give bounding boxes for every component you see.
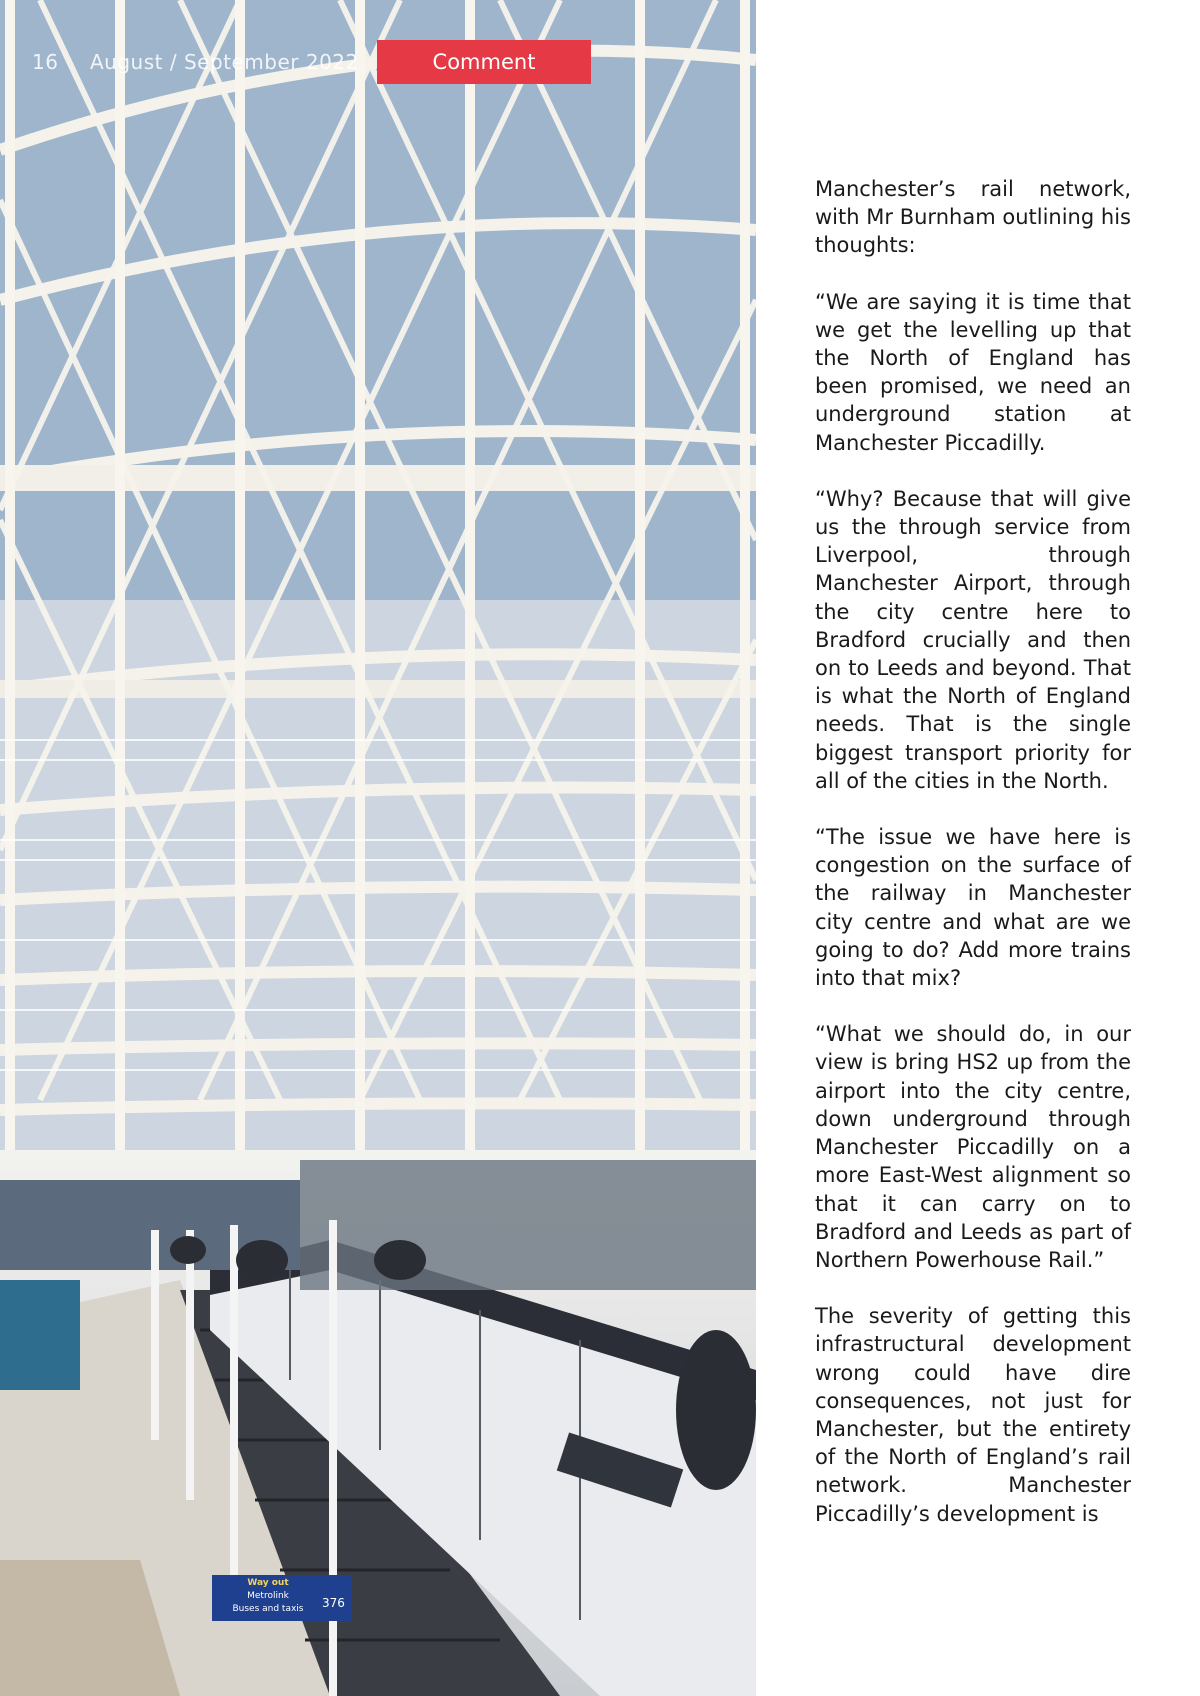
article-paragraph: “Why? Because that will give us the through service from Liverpool, through Manchester Airport, through the city centre here to Bradford crucially and then on to Leeds and beyond. That is what the North of England needs. That is the single biggest transport priority for all of the cities in the North. (815, 486, 1131, 793)
article-column (815, 175, 1131, 1556)
article-paragraph: Manchester’s rail network, with Mr Burnham outlining his thoughts: (815, 177, 1131, 258)
article-paragraph: The severity of getting this infrastructural development wrong could have dire consequences, not just for Manchester, but the entirety of the North of England’s rail network. Manchester Piccadilly’s development is (815, 1304, 1131, 1526)
way-out-sign (214, 1577, 322, 1619)
page-number: 16 (32, 50, 59, 74)
sign-platform-number: 376 (322, 1596, 345, 1610)
sign-buses-taxis: Buses and taxis (232, 1604, 304, 1614)
sign-metrolink: Metrolink (247, 1591, 289, 1601)
section-tag: Comment (377, 40, 591, 84)
issue-date: August / September 2022 (90, 50, 359, 74)
article-paragraph: “The issue we have here is congestion on the surface of the railway in Manchester city centre and what are we going to do? Add more trains into that mix? (815, 825, 1131, 991)
article-paragraph: “We are saying it is time that we get the levelling up that the North of England has been promised, we need an underground station at Manchester Piccadilly. (815, 289, 1131, 455)
article-paragraph: “What we should do, in our view is bring HS2 up from the airport into the city centre, down underground through Manchester Piccadilly on a more East-West alignment so that it can carry on to Bradford and Leeds as part of Northern Powerhouse Rail.” (815, 1022, 1131, 1272)
sign-way-out: Way out (247, 1578, 289, 1588)
